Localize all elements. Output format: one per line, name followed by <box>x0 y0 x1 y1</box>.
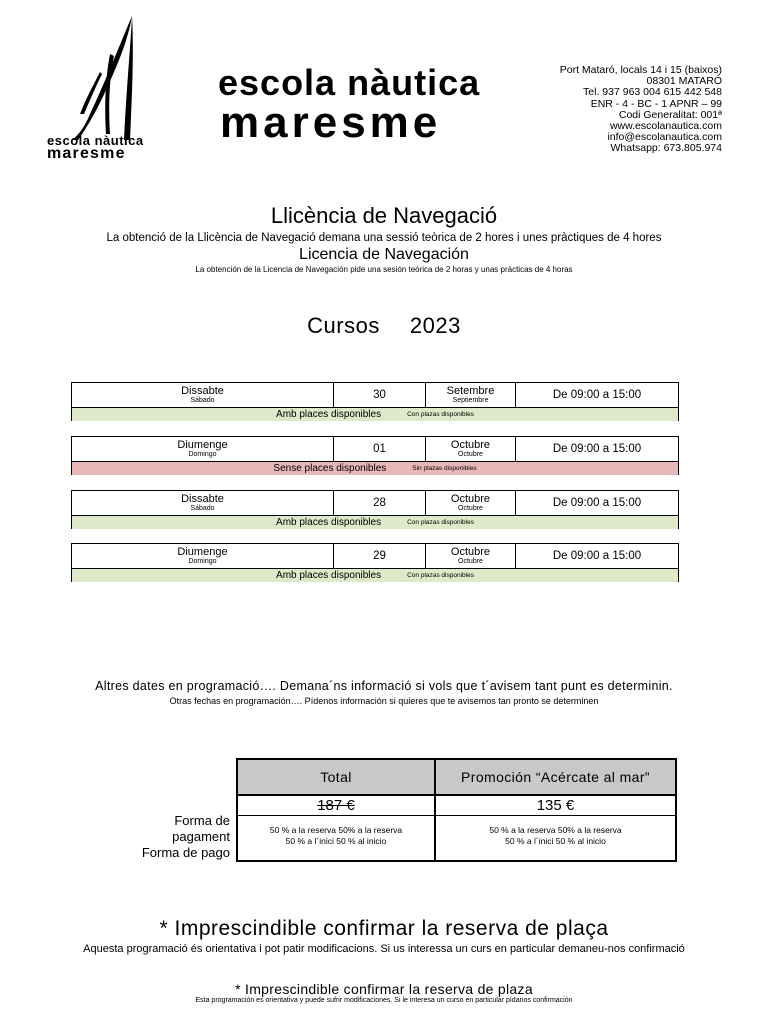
payment-label-line1: Forma de <box>174 813 230 828</box>
course-status-bar <box>72 408 678 421</box>
course-day: Diumenge <box>177 438 228 451</box>
contact-code: Codi Generalitat: 001ª <box>618 108 722 121</box>
course-status-bar <box>72 462 678 475</box>
course-hours: De 09:00 a 15:00 <box>552 443 642 455</box>
course-day-es: Sábado <box>190 396 215 404</box>
course-status-bar <box>72 569 678 582</box>
course-month-es: Octubre <box>458 450 483 458</box>
course-row <box>71 490 679 529</box>
contact-block <box>560 65 722 155</box>
pricing-column-promo <box>436 760 675 860</box>
brand-name-line2: maresme <box>220 98 442 147</box>
course-status-es: Con plazas disponibles <box>407 572 474 579</box>
promo-price: 135 € <box>436 796 675 816</box>
course-month-es: Septiembre <box>452 396 489 404</box>
contact-whatsapp: Whatsapp: 673.805.974 <box>610 142 722 155</box>
course-row <box>71 382 679 421</box>
course-month: Setembre <box>446 384 495 397</box>
brand-name-line1: escola nàutica <box>218 62 481 103</box>
course-date: 29 <box>334 544 426 568</box>
course-day: Dissabte <box>181 492 224 505</box>
course-hours: De 09:00 a 15:00 <box>552 550 642 562</box>
course-date: 28 <box>334 491 426 515</box>
course-status: Amb places disponibles <box>276 517 382 528</box>
courses-heading <box>0 313 768 339</box>
contact-address: Port Mataró, locals 14 i 15 (baixos) <box>559 64 722 76</box>
course-row <box>71 543 679 582</box>
pricing-column-total <box>238 760 436 860</box>
course-status-es: Con plazas disponibles <box>407 411 474 418</box>
course-status-bar <box>72 516 678 529</box>
course-hours: De 09:00 a 15:00 <box>552 389 642 401</box>
contact-registry: ENR - 4 - BC - 1 APNR – 99 <box>590 97 722 110</box>
payment-terms <box>238 816 434 847</box>
course-status: Amb places disponibles <box>276 570 382 581</box>
courses-year: 2023 <box>409 313 461 338</box>
page-subtitle-es: La obtención de la Licencia de Navegación pide una sesión teórica de 2 horas y unas prácticas de 4 horas <box>195 265 573 274</box>
course-day-es: Domingo <box>188 450 217 458</box>
logo-text-line1: escola nàutica <box>47 133 144 148</box>
course-month: Octubre <box>450 492 491 505</box>
contact-website: www.escolanautica.com <box>609 120 722 133</box>
page-title: Llicència de Navegació <box>270 203 498 228</box>
course-status-es: Sin plazas disponibles <box>412 465 477 472</box>
course-day-es: Sábado <box>190 504 215 512</box>
course-month-es: Octubre <box>458 504 483 512</box>
promo-header: Promoción “Acércate al mar” <box>436 760 675 796</box>
payment-terms-line2: 50 % a l´inici 50 % al inicio <box>505 836 606 846</box>
important-notice-text: Aquesta programació és orientativa i pot patir modificacions. Si us interessa un curs en particular demaneu-nos confirmació <box>83 943 685 955</box>
logo-text-line2: maresme <box>47 145 126 162</box>
course-day-es: Domingo <box>188 557 217 565</box>
important-notice-text-es: Esta programación es orientativa y puede sufrir modificaciones. Si le interesa un curso en particular pídanos confirmación <box>195 997 573 1004</box>
course-date: 30 <box>334 383 426 407</box>
payment-label-line2: pagament <box>172 829 230 844</box>
course-date: 01 <box>334 437 426 461</box>
important-notice-title: * Imprescindible confirmar la reserva de plaça <box>159 917 609 940</box>
course-row <box>71 436 679 475</box>
payment-terms-line2: 50 % a l´inici 50 % al inicio <box>285 836 387 846</box>
payment-terms-line1: 50 % a la reserva 50% a la reserva <box>489 825 622 835</box>
course-month: Octubre <box>450 438 491 451</box>
page-subtitle: La obtenció de la Llicència de Navegació demana una sessió teòrica de 2 hores i unes pràctiques de 4 hores <box>106 232 662 244</box>
course-month: Octubre <box>450 545 491 558</box>
total-header: Total <box>238 760 434 796</box>
total-price: 187 € <box>238 796 434 816</box>
payment-terms-line1: 50 % a la reserva 50% a la reserva <box>269 825 403 835</box>
payment-label-line3: Forma de pago <box>141 845 230 860</box>
other-dates-text-es: Otras fechas en programación…. Pídenos información si quieres que te avisemos tan pronto se determinen <box>169 696 599 706</box>
course-hours: De 09:00 a 15:00 <box>552 497 642 509</box>
contact-phones: Tel. 937 963 004 615 442 548 <box>583 86 722 99</box>
payment-label <box>134 813 230 861</box>
courses-label: Cursos <box>307 313 380 338</box>
contact-email: info@escolanautica.com <box>607 131 722 144</box>
course-status: Sense places disponibles <box>273 463 387 474</box>
pricing-table <box>236 758 677 862</box>
course-day: Diumenge <box>177 545 228 558</box>
other-dates-text: Altres dates en programació…. Demana´ns informació si vols que t´avisem tant punt es determinin. <box>95 679 673 693</box>
course-day: Dissabte <box>181 384 224 397</box>
course-status: Amb places disponibles <box>276 409 382 420</box>
contact-postal: 08301 MATARÓ <box>646 75 722 88</box>
course-status-es: Con plazas disponibles <box>407 519 474 526</box>
important-notice-title-es: * Imprescindible confirmar la reserva de plaza <box>235 981 533 997</box>
course-month-es: Octubre <box>458 557 483 565</box>
payment-terms <box>436 816 675 847</box>
page-title-es: Licencia de Navegación <box>299 246 469 263</box>
